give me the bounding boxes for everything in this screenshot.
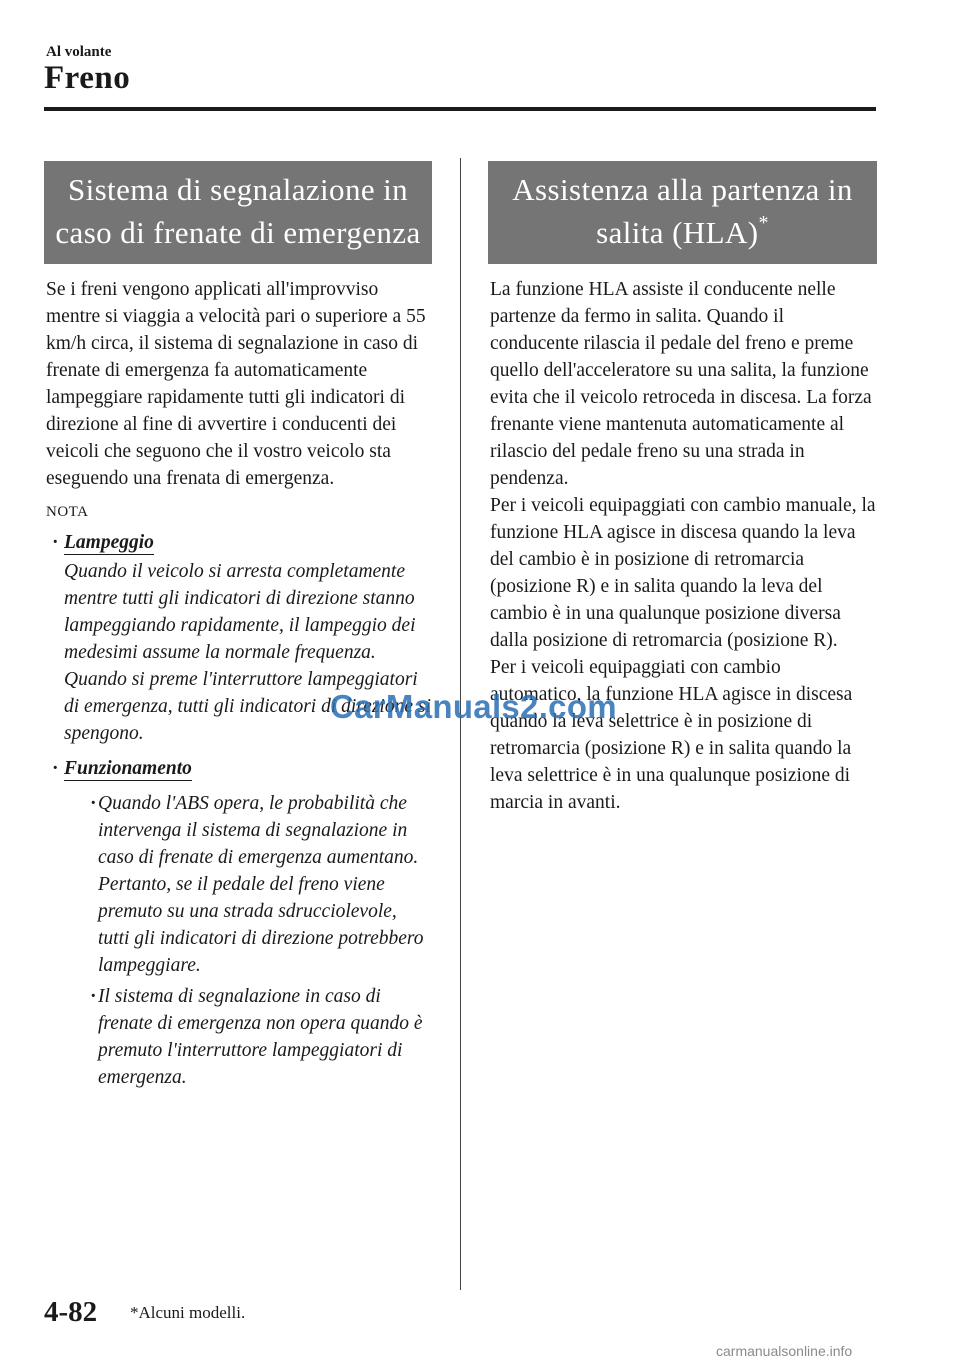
footnote-mark: *	[758, 212, 769, 234]
note-sub-item	[64, 790, 432, 979]
bullet-icon: ·	[90, 986, 97, 1007]
hla-paragraph-automatic: Per i veicoli equipaggiati con cambio automatico, la funzione HLA agisce in discesa quando la leva selettrice è in posizione di retromarcia (posizione R) e in salita quando la leva selettrice è in una qualunque posizione di marcia in avanti.	[490, 657, 853, 813]
note-heading: Funzionamento	[64, 758, 192, 779]
watermark-logo: CarManuals2.com	[330, 688, 617, 725]
bullet-icon: ·	[52, 532, 59, 553]
section-banner-hla	[488, 161, 877, 264]
note-sub-item	[64, 983, 432, 1091]
section-banner-emergency-signal: Sistema di segnalazione in caso di frenate di emergenza	[44, 161, 432, 264]
bullet-icon: ·	[52, 758, 59, 779]
note-sub-text: Quando l'ABS opera, le probabilità che intervenga il sistema di segnalazione in caso di frenate di emergenza aumentano. Pertanto, se il pedale del freno viene premuto su una strada sdrucciolevole, tutti gli indicatori di direzione potrebbero lampeggiare.	[98, 793, 424, 976]
page-title: Freno	[44, 60, 131, 96]
page-number: 4-82	[44, 1296, 98, 1328]
hla-paragraph-manual: Per i veicoli equipaggiati con cambio manuale, la funzione HLA agisce in discesa quando la leva del cambio è in posizione di retromarcia (posizione R) e in salita quando la leva del cambio è in una qualunque posizione diversa dalla posizione di retromarcia (posizione R).	[490, 495, 876, 651]
section-label: Al volante	[46, 44, 112, 60]
note-label: NOTA	[46, 504, 89, 520]
title-rule	[44, 107, 876, 111]
note-item-funzionamento	[44, 755, 432, 1091]
note-sub-list	[64, 790, 432, 1091]
note-sub-text: Il sistema di segnalazione in caso di frenate di emergenza non opera quando è premuto l'interruttore lampeggiatori di emergenza.	[98, 986, 423, 1088]
emergency-signal-paragraph: Se i freni vengono applicati all'improvviso mentre si viaggia a velocità pari o superiore a 55 km/h circa, il sistema di segnalazione in caso di frenate di emergenza fa automaticamente lampeggiare rapidamente tutti gli indicatori di direzione al fine di avvertire i conducenti dei veicoli che seguono che il vostro veicolo sta eseguendo una frenata di emergenza.	[46, 279, 426, 489]
note-heading: Lampeggio	[64, 532, 154, 553]
footer-logo: carmanualsonline.info	[716, 1343, 853, 1359]
bullet-icon: ·	[90, 793, 97, 814]
left-column	[44, 161, 432, 1091]
note-text: Quando il veicolo si arresta completamente mentre tutti gli indicatori di direzione stanno lampeggiando rapidamente, il lampeggio dei medesimi assume la normale frequenza. Quando si preme l'interruttore lampeggiatori di emergenza, tutti gli indicatori di direzione si spengono.	[64, 561, 431, 744]
hla-paragraph-intro: La funzione HLA assiste il conducente nelle partenze da fermo in salita. Quando il conducente rilascia il pedale del freno e preme quello dell'acceleratore su una salita, la funzione evita che il veicolo retroceda in discesa. La forza frenante viene mantenuta automaticamente al rilascio del pedale freno su una strada in pendenza.	[490, 279, 872, 489]
footnote: *Alcuni modelli.	[130, 1303, 246, 1322]
hla-banner-title: Assistenza alla partenza in salita (HLA)	[512, 172, 853, 250]
